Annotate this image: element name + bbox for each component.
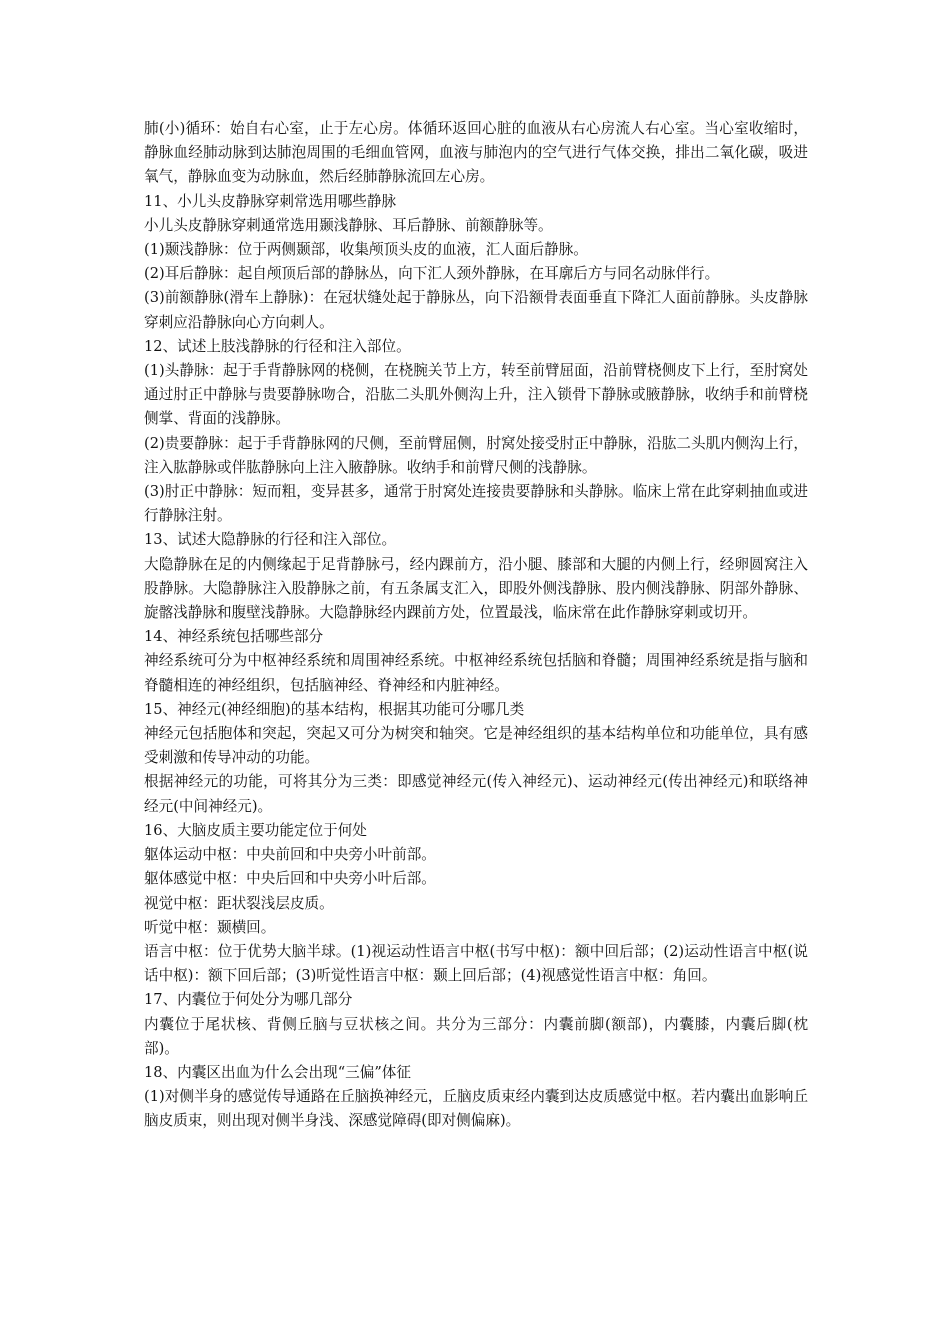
paragraph-auditory-center: 听觉中枢：颞横回。 <box>144 918 276 936</box>
paragraph-basilic-vein: (2)贵要静脉：起于手背静脉网的尺侧，至前臂屈侧，肘窝处接受肘正中静脉，沿肱二头肌内侧沟上行，注入肱静脉或伴肱静脉向上注入腋静脉。收纳手和前臂尺侧的浅静脉。 <box>144 434 808 476</box>
question-13-heading: 13、试述大隐静脉的行径和注入部位。 <box>144 531 397 549</box>
paragraph-neuron-structure: 神经元包括胞体和突起，突起又可分为树突和轴突。它是神经组织的基本结构单位和功能单位，具有感受刺激和传导冲动的功能。 <box>144 725 808 767</box>
question-12-heading: 12、试述上肢浅静脉的行径和注入部位。 <box>144 337 411 355</box>
question-11-heading: 11、小儿头皮静脉穿刺常选用哪些静脉 <box>144 192 397 210</box>
paragraph-pulmonary-circulation: 肺(小)循环：始自右心室，止于左心房。体循环返回心脏的血液从右心房流人右心室。当心室收缩时，静脉血经肺动脉到达肺泡周围的毛细血管网，血液与肺泡内的空气进行气体交换，排出二氧化碳，吸进氧气，静脉血变为动脉血，然后经肺静脉流回左心房。 <box>144 120 808 186</box>
paragraph-motor-center: 躯体运动中枢：中央前回和中央旁小叶前部。 <box>144 846 436 864</box>
paragraph-nervous-system: 神经系统可分为中枢神经系统和周围神经系统。中枢神经系统包括脑和脊髓；周围神经系统是指与脑和脊髓相连的神经组织，包括脑神经、脊神经和内脏神经。 <box>144 652 808 694</box>
paragraph-scalp-vein-intro: 小儿头皮静脉穿刺通常选用颞浅静脉、耳后静脉、前额静脉等。 <box>144 216 553 234</box>
paragraph-superficial-temporal-vein: (1)颞浅静脉：位于两侧颞部，收集颅顶头皮的血液，汇人面后静脉。 <box>144 241 588 259</box>
paragraph-great-saphenous-vein: 大隐静脉在足的内侧缘起于足背静脉弓，经内踝前方，沿小腿、膝部和大腿的内侧上行，经卵圆窝注入股静脉。大隐静脉注入股静脉之前，有五条属支汇入，即股外侧浅静脉、股内侧浅静脉、阴部外静脉、旋髂浅静脉和腹壁浅静脉。大隐静脉经内踝前方处，位置最浅，临床常在此作静脉穿刺或切开。 <box>144 555 808 622</box>
paragraph-median-cubital-vein: (3)肘正中静脉：短而粗，变异甚多，通常于肘窝处连接贵要静脉和头静脉。临床上常在此穿刺抽血或进行静脉注射。 <box>144 483 808 525</box>
question-17-heading: 17、内囊位于何处分为哪几部分 <box>144 991 353 1009</box>
question-14-heading: 14、神经系统包括哪些部分 <box>144 628 324 646</box>
paragraph-visual-center: 视觉中枢：距状裂浅层皮质。 <box>144 894 334 912</box>
paragraph-language-center: 语言中枢：位于优势大脑半球。(1)视运动性语言中枢(书写中枢)：额中回后部；(2)运动性语言中枢(说话中枢)：额下回后部；(3)听觉性语言中枢：颞上回后部；(4)视感觉性语言中枢：角回。 <box>144 942 808 985</box>
paragraph-neuron-types: 根据神经元的功能，可将其分为三类：即感觉神经元(传入神经元)、运动神经元(传出神经元)和联络神经元(中间神经元)。 <box>144 773 808 815</box>
paragraph-posterior-auricular-vein: (2)耳后静脉：起自颅顶后部的静脉丛，向下汇人颈外静脉，在耳廓后方与同名动脉伴行。 <box>144 265 720 283</box>
paragraph-sensory-center: 躯体感觉中枢：中央后回和中央旁小叶后部。 <box>144 870 436 888</box>
question-16-heading: 16、大脑皮质主要功能定位于何处 <box>144 821 367 839</box>
paragraph-frontal-vein: (3)前额静脉(滑车上静脉)：在冠状缝处起于静脉丛，向下沿额骨表面垂直下降汇人面前静脉。头皮静脉穿刺应沿静脉向心方向刺人。 <box>144 289 808 331</box>
question-18-heading: 18、内囊区出血为什么会出现“三偏”体征 <box>144 1063 411 1081</box>
paragraph-internal-capsule: 内囊位于尾状核、背侧丘脑与豆状核之间。共分为三部分：内囊前脚(额部)，内囊膝，内囊后脚(枕部)。 <box>144 1015 808 1057</box>
document-body <box>144 117 808 1134</box>
paragraph-hemianesthesia: (1)对侧半身的感觉传导通路在丘脑换神经元，丘脑皮质束经内囊到达皮质感觉中枢。若内囊出血影响丘脑皮质束，则出现对侧半身浅、深感觉障碍(即对侧偏麻)。 <box>144 1088 808 1130</box>
question-15-heading: 15、神经元(神经细胞)的基本结构，根据其功能可分哪几类 <box>144 700 525 718</box>
paragraph-cephalic-vein: (1)头静脉：起于手背静脉网的桡侧，在桡腕关节上方，转至前臂屈面，沿前臂桡侧皮下上行，至肘窝处通过肘正中静脉与贵要静脉吻合，沿肱二头肌外侧沟上升，注入锁骨下静脉或腋静脉，收纳手和前臂桡侧掌、背面的浅静脉。 <box>144 362 808 428</box>
